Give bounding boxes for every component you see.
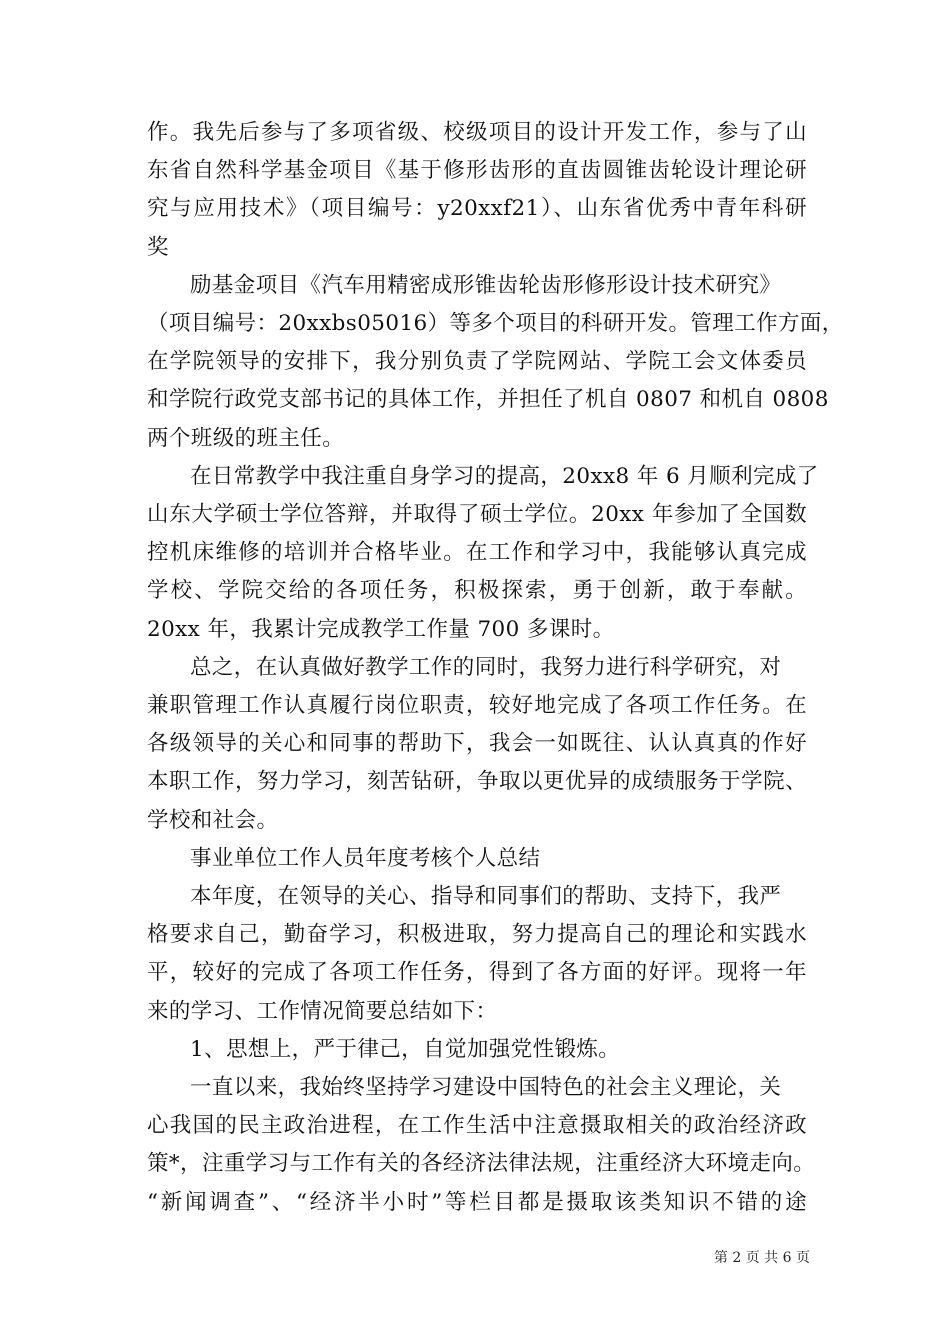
text-line: （项目编号：20xxbs05016）等多个项目的科研开发。管理工作方面， [147,311,844,337]
text-line: 控机床维修的培训并合格毕业。在工作和学习中，我能够认真完成 [147,540,807,566]
section-heading: 事业单位工作人员年度考核个人总结 [190,845,541,871]
text-line: 励基金项目《汽车用精密成形锥齿轮齿形修形设计技术研究》 [190,272,782,298]
text-line: 在学院领导的安排下，我分别负责了学院网站、学院工会文体委员 [147,349,807,375]
text-line: 平，较好的完成了各项工作任务，得到了各方面的好评。现将一年 [147,960,807,986]
text-line: 究与应用技术》（项目编号：y20xxf21）、山东省优秀中青年科研 [147,196,807,222]
text-line: 心我国的民主政治进程，在工作生活中注意摄取相关的政治经济政 [147,1113,807,1139]
text-line: 和学院行政党支部书记的具体工作，并担任了机自 0807 和机自 0808 [147,387,829,413]
text-line: 学校、学院交给的各项任务，积极探索，勇于创新，敢于奉献。 [147,578,807,604]
text-line: 一直以来，我始终坚持学习建设中国特色的社会主义理论，关 [190,1075,782,1101]
text-line: 作。我先后参与了多项省级、校级项目的设计开发工作，参与了山 [147,120,807,145]
text-line: 奖 [147,234,169,260]
text-line: 各级领导的关心和同事的帮助下，我会一如既往、认认真真的作好 [147,731,807,757]
text-line: 东省自然科学基金项目《基于修形齿形的直齿圆锥齿轮设计理论研 [147,158,807,184]
text-line: 山东大学硕士学位答辩，并取得了硕士学位。20xx 年参加了全国数 [147,502,807,528]
text-line: 1、思想上，严于律己，自觉加强党性锻炼。 [190,1036,621,1062]
text-line: 策*，注重学习与工作有关的各经济法律法规，注重经济大环境走向。 [147,1151,816,1177]
document-body [147,114,844,1222]
text-line: 来的学习、工作情况简要总结如下： [147,998,498,1024]
text-line: 学校和社会。 [147,807,279,833]
text-line: 总之，在认真做好教学工作的同时，我努力进行科学研究，对 [190,654,782,680]
text-line: 兼职管理工作认真履行岗位职责，较好地完成了各项工作任务。在 [147,693,807,719]
text-line: 格要求自己，勤奋学习，积极进取，努力提高自己的理论和实践水 [147,922,807,948]
page-number: 第 2 页 共 6 页 [713,1250,810,1266]
text-line: 在日常教学中我注重自身学习的提高，20xx8 年 6 月顺利完成了 [190,463,819,489]
text-line: “新闻调查”、“经济半小时”等栏目都是摄取该类知识不错的途 [147,1189,807,1215]
text-line: 本年度，在领导的关心、指导和同事们的帮助、支持下，我严 [190,884,782,910]
text-line: 20xx 年，我累计完成教学工作量 700 多课时。 [147,616,615,642]
text-line: 两个班级的班主任。 [147,425,345,451]
text-line: 本职工作，努力学习，刻苦钻研，争取以更优异的成绩服务于学院、 [147,769,807,795]
